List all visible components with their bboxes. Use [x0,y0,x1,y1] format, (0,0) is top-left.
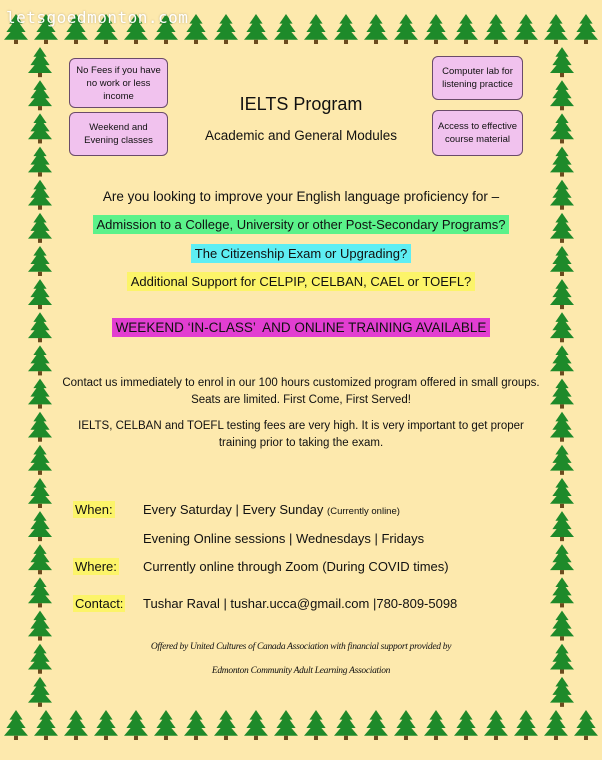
where-value: Currently online through Zoom (During COVID times) [143,559,449,574]
pine-tree-icon [34,710,58,740]
training-banner-text: WEEKEND ‘IN-CLASS’ AND ONLINE TRAINING AVAILABLE [112,318,491,337]
pine-tree-icon [304,14,328,44]
program-subtitle: Academic and General Modules [204,128,398,143]
pine-tree-icon [64,710,88,740]
pine-tree-icon [550,511,574,541]
training-banner [0,320,602,335]
pine-tree-icon [274,14,298,44]
when-label: When: [75,502,113,517]
pine-tree-icon [550,445,574,475]
pine-tree-icon [4,710,28,740]
pine-tree-icon [364,14,388,44]
pine-tree-icon [550,47,574,77]
pine-tree-icon [244,14,268,44]
pine-tree-icon [394,14,418,44]
pine-tree-icon [214,14,238,44]
contact-value: Tushar Raval | tushar.ucca@gmail.com |780-809-5098 [143,596,458,611]
pine-tree-icon [394,710,418,740]
pine-tree-icon [28,412,52,442]
pine-tree-icon [550,611,574,641]
pine-tree-icon [550,379,574,409]
credit-line-2: Edmonton Community Adult Learning Association [211,666,391,676]
pine-tree-icon [28,47,52,77]
pine-tree-icon [550,478,574,508]
pine-tree-icon [28,345,52,375]
pine-tree-icon [424,14,448,44]
pine-tree-icon [454,710,478,740]
when-value [143,502,400,517]
when-note: (Currently online) [327,506,400,517]
pine-tree-icon [514,710,538,740]
pine-tree-icon [28,544,52,574]
question-text: Are you looking to improve your English language proficiency for – [102,189,500,204]
option-support-text: Additional Support for CELPIP, CELBAN, CAEL or TOEFL? [127,272,476,291]
pine-tree-icon [364,710,388,740]
option-citizenship [0,246,602,261]
pine-tree-icon [550,345,574,375]
pine-tree-icon [334,710,358,740]
when-evening: Evening Online sessions | Wednesdays | Fridays [143,531,425,546]
where-label: Where: [75,559,117,574]
pine-tree-icon [550,147,574,177]
pine-tree-icon [274,710,298,740]
watermark: letsgoedmonton.com [6,8,189,27]
pine-tree-icon [28,611,52,641]
fees-paragraph: IELTS, CELBAN and TOEFL testing fees are very high. It is very important to get proper training prior to taking the exam. [78,420,524,449]
pine-tree-icon [28,511,52,541]
pine-tree-icon [28,677,52,707]
pine-tree-icon [244,710,268,740]
info-box-course-material-text: Access to effective course material [437,121,518,145]
pine-tree-icon [544,710,568,740]
pine-tree-icon [550,677,574,707]
pine-tree-icon [550,544,574,574]
pine-tree-icon [94,710,118,740]
option-support [0,274,602,289]
pine-tree-icon [514,14,538,44]
info-box-weekend-text: Weekend and Evening classes [84,122,153,146]
pine-tree-icon [154,710,178,740]
pine-tree-icon [484,710,508,740]
credit-line-1: Offered by United Cultures of Canada Association with financial support provided by [150,642,452,652]
pine-tree-icon [484,14,508,44]
pine-tree-icon [574,710,598,740]
pine-tree-icon [550,412,574,442]
pine-tree-icon [544,14,568,44]
pine-tree-icon [28,577,52,607]
info-box-no-fees-text: No Fees if you have no work or less income [76,64,161,102]
contact-label: Contact: [75,596,124,611]
pine-tree-icon [550,577,574,607]
pine-tree-icon [28,147,52,177]
when-days: Every Saturday | Every Sunday [143,502,324,517]
pine-tree-icon [28,445,52,475]
pine-tree-icon [424,710,448,740]
option-citizenship-text: The Citizenship Exam or Upgrading? [191,244,411,263]
option-admission [0,217,602,232]
pine-tree-icon [28,379,52,409]
option-admission-text: Admission to a College, University or other Post-Secondary Programs? [93,215,510,234]
pine-tree-icon [304,710,328,740]
pine-tree-icon [124,710,148,740]
info-box-computer-lab-text: Computer lab for listening practice [442,66,513,90]
pine-tree-icon [334,14,358,44]
pine-tree-icon [574,14,598,44]
enrol-paragraph: Contact us immediately to enrol in our 100 hours customized program offered in small groups. Seats are limited. First Come, First Served! [62,377,540,406]
program-title: IELTS Program [239,94,363,114]
pine-tree-icon [214,710,238,740]
pine-tree-icon [28,478,52,508]
pine-tree-icon [184,710,208,740]
pine-tree-icon [454,14,478,44]
